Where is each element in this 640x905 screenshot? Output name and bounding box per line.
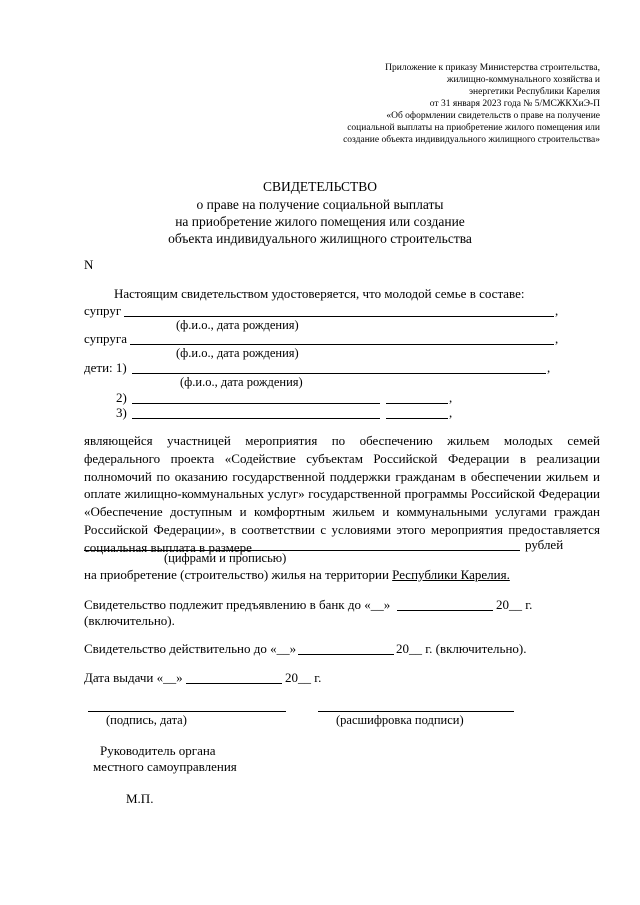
signature-decode-field[interactable] — [318, 711, 514, 712]
fio-hint: (ф.и.о., дата рождения) — [180, 375, 303, 389]
fio-hint: (ф.и.о., дата рождения) — [176, 318, 299, 332]
fio-hint: (ф.и.о., дата рождения) — [176, 346, 299, 360]
valid-year: 20__ г. (включительно). — [396, 641, 527, 656]
bank-deadline-prefix: Свидетельство подлежит предъявлению в банк до «__» — [84, 597, 391, 612]
bank-month-field[interactable] — [397, 610, 493, 611]
child2-date-field[interactable] — [386, 403, 448, 404]
appendix-line: от 31 января 2023 года № 5/МСЖКХиЭ-П — [429, 99, 600, 109]
head-title-1: Руководитель органа — [100, 743, 216, 758]
signature-field[interactable] — [88, 711, 286, 712]
children-label: дети: 1) — [84, 360, 127, 375]
purpose-line — [84, 567, 510, 583]
appendix-line: энергетики Республики Карелия — [468, 87, 600, 97]
appendix-line: создание объекта индивидуального жилищного строительства» — [343, 135, 600, 145]
comma: , — [449, 405, 453, 420]
spouse-m-field[interactable] — [124, 316, 554, 317]
issue-year: 20__ г. — [285, 670, 322, 685]
comma: , — [449, 390, 453, 405]
issue-month-field[interactable] — [186, 683, 282, 684]
child3-date-field[interactable] — [386, 418, 448, 419]
document-subtitle: о праве на получение социальной выплаты — [196, 197, 444, 212]
head-title-2: местного самоуправления — [93, 759, 237, 774]
child2-label: 2) — [116, 390, 127, 405]
amount-unit: рублей — [525, 537, 564, 552]
signature-hint: (подпись, дата) — [106, 713, 187, 727]
child3-label: 3) — [116, 405, 127, 420]
document-title: СВИДЕТЕЛЬСТВО — [262, 179, 378, 194]
valid-until-prefix: Свидетельство действительно до «__» — [84, 641, 297, 656]
document-subtitle: объекта индивидуального жилищного строительства — [168, 231, 472, 246]
comma: , — [547, 360, 551, 375]
appendix-line: жилищно-коммунального хозяйства и — [446, 75, 600, 85]
decode-hint: (расшифровка подписи) — [336, 713, 464, 727]
document-subtitle: на приобретение жилого помещения или создание — [175, 214, 465, 229]
spouse-f-field[interactable] — [130, 344, 554, 345]
amount-field[interactable] — [84, 550, 520, 551]
stamp-place: М.П. — [126, 791, 154, 806]
bank-inclusive: (включительно). — [84, 613, 175, 628]
certificate-number-label: N — [84, 257, 94, 272]
region-name: Республики Карелия. — [392, 567, 510, 582]
body-paragraph: являющейся участницей мероприятия по обеспечению жильем молодых семей федерального проекта «Содействие субъектам Российской Федерации в реализации полномочий по оказанию государственной поддержки гражданам в обеспечении жильем и оплате жилищно-коммунальных услуг» государственной программы Российской Федерации «Обеспечение доступным и комфортным жильем и коммунальными услугами граждан Российской Федерации», в соответствии с условиями этого мероприятия предоставляется социальная выплата в размере — [84, 433, 600, 555]
appendix-line: социальной выплаты на приобретение жилого помещения или — [347, 123, 600, 133]
comma: , — [555, 303, 559, 318]
appendix-line: «Об оформлении свидетельств о праве на получение — [386, 111, 600, 121]
issue-date-prefix: Дата выдачи «__» — [84, 670, 183, 685]
spouse-m-label: супруг — [84, 303, 122, 318]
child1-field[interactable] — [132, 373, 546, 374]
amount-hint: (цифрами и прописью) — [164, 551, 287, 565]
spouse-f-label: супруга — [84, 331, 127, 346]
comma: , — [555, 331, 559, 346]
purpose-prefix: на приобретение (строительство) жилья на территории — [84, 567, 389, 582]
child2-name-field[interactable] — [132, 403, 380, 404]
valid-month-field[interactable] — [298, 654, 394, 655]
bank-year: 20__ г. — [496, 597, 533, 612]
intro-text: Настоящим свидетельством удостоверяется, что молодой семье в составе: — [114, 286, 525, 301]
appendix-line: Приложение к приказу Министерства строительства, — [385, 63, 600, 73]
child3-name-field[interactable] — [132, 418, 380, 419]
